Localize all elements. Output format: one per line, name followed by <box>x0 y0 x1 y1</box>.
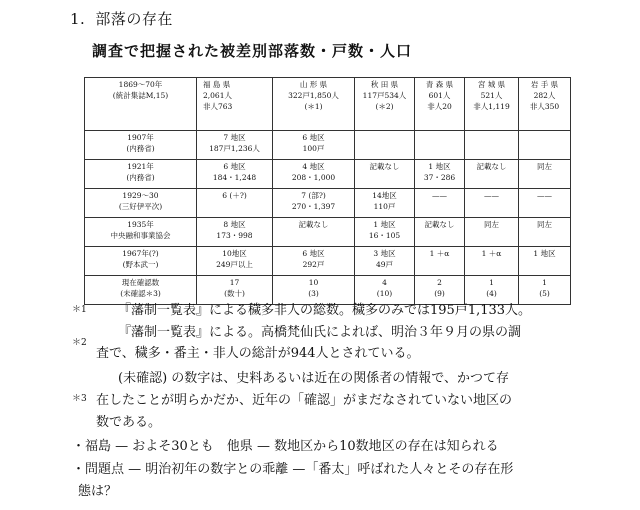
table-cell <box>519 78 571 131</box>
table-cell <box>197 160 273 189</box>
cell-line: 1 <box>542 278 547 287</box>
cell-line: 1 地区 <box>428 162 451 171</box>
cell-line: —— <box>537 191 552 200</box>
table-cell <box>355 218 415 247</box>
cell-line: 7 (部?) <box>301 191 326 200</box>
cell-line: 1907年 <box>127 133 154 142</box>
table-cell <box>273 247 355 276</box>
table-cell <box>415 160 465 189</box>
table-cell <box>415 131 465 160</box>
cell-line: 292戸 <box>302 260 325 269</box>
note-1-mark: ＊1 <box>72 305 87 315</box>
section-title: 部落の存在 <box>95 10 173 28</box>
table-cell <box>465 131 519 160</box>
cell-line: (未確認＊3) <box>120 289 161 298</box>
cell-line: (4) <box>486 289 497 298</box>
table-cell <box>415 78 465 131</box>
table-cell <box>273 189 355 218</box>
cell-line: (10) <box>376 289 393 298</box>
cell-line: 記載なし <box>424 220 455 229</box>
cell-line: 117戸534人 <box>362 91 407 100</box>
cell-line: 1 <box>489 278 494 287</box>
cell-line: 17 <box>229 278 240 287</box>
table-row <box>85 218 571 247</box>
table-cell <box>465 160 519 189</box>
table-cell <box>273 78 355 131</box>
note-2-mark: ＊2 <box>72 338 87 348</box>
note-3-mark: ＊3 <box>72 394 87 404</box>
cell-line: (＊1) <box>304 102 323 111</box>
cell-line: 249戸以上 <box>216 260 253 269</box>
cell-line: (3) <box>308 289 319 298</box>
cell-line: 同左 <box>537 162 552 171</box>
cell-line: 非人763 <box>203 102 233 111</box>
cell-line: 非人20 <box>427 102 452 111</box>
table-cell <box>465 247 519 276</box>
table-row <box>85 247 571 276</box>
table-cell <box>415 247 465 276</box>
table-cell <box>519 160 571 189</box>
cell-line: 宮 城 県 <box>477 80 506 89</box>
cell-line: 173・998 <box>216 231 253 240</box>
cell-line: 100戸 <box>302 144 325 153</box>
cell-line: 10 <box>308 278 319 287</box>
row-header-cell <box>85 218 197 247</box>
table-cell <box>197 218 273 247</box>
cell-line: 1921年 <box>127 162 154 171</box>
cell-line: (＊2) <box>375 102 394 111</box>
row-header-cell <box>85 160 197 189</box>
cell-line: 記載なし <box>476 162 507 171</box>
cell-line: (9) <box>434 289 445 298</box>
cell-line: 521人 <box>480 91 503 100</box>
cell-line: 3 地区 <box>373 249 396 258</box>
cell-line: (内務省) <box>126 144 155 153</box>
table-cell <box>197 78 273 131</box>
table-cell <box>519 189 571 218</box>
note-3-line3: 数である。 <box>96 415 162 430</box>
cell-line: 1 地区 <box>533 249 556 258</box>
cell-line: 山 形 県 <box>299 80 328 89</box>
note-3-line2: 在したことが明らかだか、近年の「確認」がまだなされていない地区の <box>96 393 513 408</box>
cell-line: 6 (＋?) <box>222 191 247 200</box>
cell-line: 青 森 県 <box>425 80 454 89</box>
table-cell <box>355 247 415 276</box>
table-cell <box>197 131 273 160</box>
buraku-data-table <box>84 77 571 305</box>
cell-line: 187戸1,236人 <box>209 144 260 153</box>
table-cell <box>465 78 519 131</box>
cell-line: 記載なし <box>298 220 329 229</box>
table-cell <box>465 189 519 218</box>
table-row <box>85 160 571 189</box>
row-header-cell <box>85 78 197 131</box>
bullet-problem-line2: 態は？ <box>78 484 118 499</box>
cell-line: 208・1,000 <box>291 173 336 182</box>
cell-line: 1935年 <box>127 220 154 229</box>
cell-line: 4 地区 <box>302 162 325 171</box>
table-cell <box>355 160 415 189</box>
cell-line: (5) <box>539 289 550 298</box>
section-number: 1. <box>70 10 86 28</box>
cell-line: 非人350 <box>529 102 560 111</box>
cell-line: (野本武一) <box>122 260 159 269</box>
note-3-line1: (未確認) の数字は、史料あるいは近在の関係者の情報で、かつて存 <box>118 371 510 386</box>
cell-line: 同左 <box>484 220 499 229</box>
bullet-fukushima: ・福島 — およそ30とも 他県 — 数地区から10数地区の存在は知られる <box>72 439 499 454</box>
table-cell <box>355 78 415 131</box>
table-cell <box>355 131 415 160</box>
cell-line: 282人 <box>533 91 556 100</box>
table-cell <box>519 131 571 160</box>
table-cell <box>197 247 273 276</box>
cell-line: 601人 <box>428 91 451 100</box>
cell-line: 6 地区 <box>302 133 325 142</box>
cell-line: 現在確認数 <box>121 278 160 287</box>
cell-line: —— <box>484 191 499 200</box>
table-row <box>85 131 571 160</box>
cell-line: 非人1,119 <box>473 102 510 111</box>
cell-line: 同左 <box>537 220 552 229</box>
row-header-cell <box>85 131 197 160</box>
cell-line: 270・1,397 <box>291 202 336 211</box>
cell-line: 49戸 <box>375 260 394 269</box>
cell-line: 6 地区 <box>302 249 325 258</box>
table-row <box>85 189 571 218</box>
cell-line: 16・105 <box>368 231 401 240</box>
cell-line: 1 ＋α <box>429 249 450 258</box>
cell-line: 中央融和事業協会 <box>110 231 171 240</box>
cell-line: 1929～30 <box>122 191 159 200</box>
cell-line: 322戸1,850人 <box>288 91 339 100</box>
table-cell <box>465 218 519 247</box>
note-2-line1: 『藩制一覧表』による。高橋梵仙氏によれば、明治３年９月の県の調 <box>118 325 522 340</box>
table-body <box>85 78 571 305</box>
row-header-cell <box>85 247 197 276</box>
table-cell <box>415 218 465 247</box>
cell-line: 岩 手 県 <box>530 80 559 89</box>
table-cell <box>273 160 355 189</box>
cell-line: 8 地区 <box>223 220 246 229</box>
table-cell <box>273 218 355 247</box>
table-cell <box>355 189 415 218</box>
table-cell <box>273 131 355 160</box>
table-cell <box>197 189 273 218</box>
cell-line: 4 <box>382 278 387 287</box>
table-row <box>85 78 571 131</box>
section-heading <box>70 8 173 29</box>
table-title: 調査で把握された被差別部落数・戸数・人口 <box>92 42 413 60</box>
bullet-problem-line1: ・問題点 — 明治初年の数字との乖離 —「番太」呼ばれた人々とその存在形 <box>72 462 514 477</box>
table-cell <box>415 189 465 218</box>
cell-line: 7 地区 <box>223 133 246 142</box>
cell-line: 6 地区 <box>223 162 246 171</box>
table-cell <box>519 247 571 276</box>
cell-line: 37・286 <box>423 173 456 182</box>
cell-line: 秋 田 県 <box>370 80 399 89</box>
cell-line: 1967年(?) <box>122 249 159 258</box>
cell-line: 2 <box>437 278 442 287</box>
cell-line: 14地区 <box>372 191 397 200</box>
row-header-cell <box>85 189 197 218</box>
cell-line: 1869～70年 <box>118 80 163 89</box>
cell-line: —— <box>432 191 447 200</box>
cell-line: 10地区 <box>222 249 247 258</box>
cell-line: (数十) <box>224 289 245 298</box>
cell-line: 184・1,248 <box>212 173 257 182</box>
cell-line: 2,061人 <box>203 91 232 100</box>
table-cell <box>519 218 571 247</box>
cell-line: (内務省) <box>126 173 155 182</box>
cell-line: (三好伊平次) <box>118 202 163 211</box>
cell-line: 1 ＋α <box>481 249 502 258</box>
cell-line: 福 島 県 <box>203 80 231 89</box>
cell-line: 110戸 <box>373 202 396 211</box>
cell-line: (統計集誌M,15) <box>112 91 169 100</box>
cell-line: 1 地区 <box>373 220 396 229</box>
note-2-line2: 査で、穢多・番主・非人の総計が944人とされている。 <box>96 346 420 361</box>
cell-line: 記載なし <box>369 162 400 171</box>
note-1-text: 『藩制一覧表』による穢多非人の総数。穢多のみでは195戸1,133人。 <box>118 303 532 318</box>
